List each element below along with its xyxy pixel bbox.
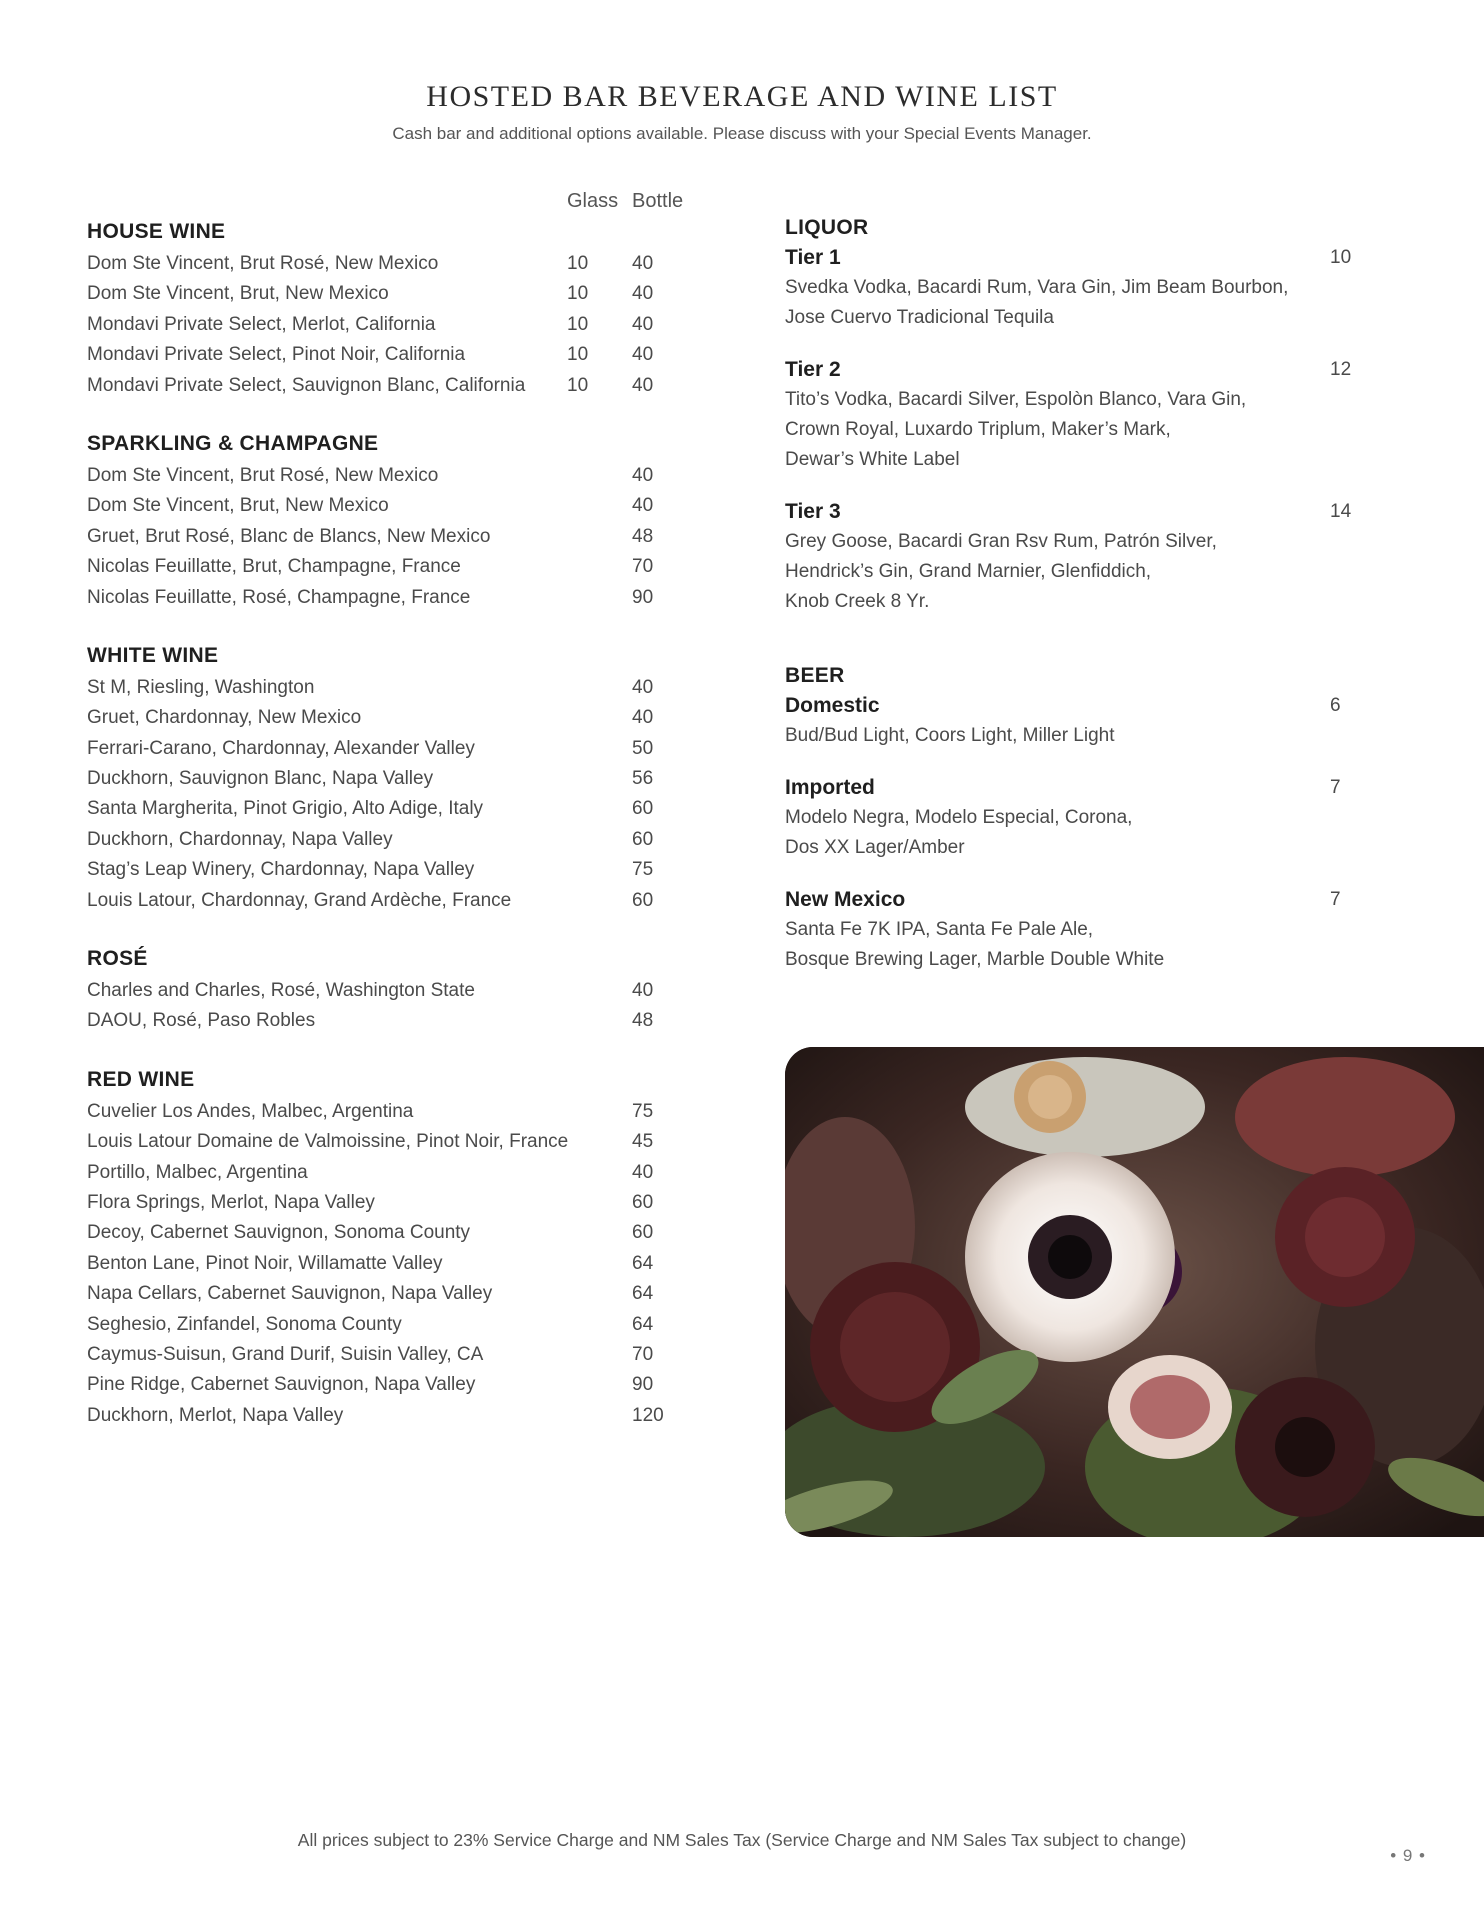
wine-name: Dom Ste Vincent, Brut Rosé, New Mexico bbox=[87, 464, 439, 486]
bottle-price: 40 bbox=[632, 464, 654, 486]
wine-item bbox=[87, 1006, 687, 1036]
bottle-price: 40 bbox=[632, 253, 654, 274]
wine-item bbox=[87, 886, 687, 916]
wine-item bbox=[87, 1097, 687, 1127]
wine-name: Duckhorn, Chardonnay, Napa Valley bbox=[87, 828, 393, 850]
wine-item bbox=[87, 1340, 687, 1370]
wine-item bbox=[87, 583, 687, 613]
section-title: RED WINE bbox=[87, 1067, 195, 1091]
tier-name: Tier 3 bbox=[785, 500, 841, 523]
wine-item bbox=[87, 1370, 687, 1400]
wine-item bbox=[87, 310, 687, 340]
wine-item bbox=[87, 461, 687, 491]
tier-description: Svedka Vodka, Bacardi Rum, Vara Gin, Jim Beam Bourbon, bbox=[785, 277, 1289, 298]
wine-item bbox=[87, 1249, 687, 1279]
wine-name: Dom Ste Vincent, Brut Rosé, New Mexico bbox=[87, 253, 439, 274]
wine-name: Louis Latour, Chardonnay, Grand Ardèche, France bbox=[87, 889, 512, 911]
wine-item bbox=[87, 1279, 687, 1309]
bottle-price: 60 bbox=[632, 828, 654, 850]
wine-name: St M, Riesling, Washington bbox=[87, 676, 315, 698]
beer-tier bbox=[785, 885, 1355, 975]
bottle-price: 64 bbox=[632, 1252, 654, 1274]
wine-item bbox=[87, 249, 687, 279]
bottle-price: 70 bbox=[632, 556, 654, 578]
bottle-price: 40 bbox=[632, 374, 654, 396]
wine-section bbox=[87, 427, 687, 613]
tier-description: Grey Goose, Bacardi Gran Rsv Rum, Patrón Silver, bbox=[785, 531, 1217, 552]
bottle-price: 75 bbox=[632, 1100, 654, 1122]
wine-name: Duckhorn, Merlot, Napa Valley bbox=[87, 1404, 344, 1426]
wine-list bbox=[87, 215, 687, 1457]
bottle-price: 40 bbox=[632, 344, 654, 366]
tier-heading bbox=[785, 497, 1355, 527]
liquor-title: LIQUOR bbox=[785, 216, 869, 239]
wine-item bbox=[87, 1188, 687, 1218]
tier-price: 7 bbox=[1330, 889, 1341, 910]
bottle-column-header: Bottle bbox=[632, 190, 684, 212]
bottle-price: 60 bbox=[632, 1191, 654, 1213]
bottle-price: 40 bbox=[632, 495, 654, 517]
tier-description: Crown Royal, Luxardo Triplum, Maker’s Mark, bbox=[785, 419, 1171, 440]
bottle-price: 90 bbox=[632, 1374, 654, 1396]
wine-section bbox=[87, 215, 687, 401]
wine-name: Louis Latour Domaine de Valmoissine, Pinot Noir, France bbox=[87, 1131, 569, 1153]
tier-description: Dewar’s White Label bbox=[785, 449, 960, 470]
tier-description: Tito’s Vodka, Bacardi Silver, Espolòn Blanco, Vara Gin, bbox=[785, 389, 1247, 410]
wine-name: Seghesio, Zinfandel, Sonoma County bbox=[87, 1313, 402, 1335]
footer-note: All prices subject to 23% Service Charge and NM Sales Tax (Service Charge and NM Sales Tax subject to change) bbox=[297, 1830, 1187, 1850]
wine-section bbox=[87, 942, 687, 1037]
bottle-price: 60 bbox=[632, 798, 654, 820]
wine-name: Mondavi Private Select, Sauvignon Blanc, California bbox=[87, 374, 526, 396]
tier-description: Jose Cuervo Tradicional Tequila bbox=[785, 307, 1054, 328]
wine-item bbox=[87, 703, 687, 733]
tier-name: Imported bbox=[785, 776, 875, 799]
wine-name: Charles and Charles, Rosé, Washington State bbox=[87, 980, 475, 1002]
tier-price: 6 bbox=[1330, 695, 1341, 716]
bottle-price: 90 bbox=[632, 586, 654, 608]
wine-name: Portillo, Malbec, Argentina bbox=[87, 1161, 308, 1183]
bottle-price: 48 bbox=[632, 1010, 654, 1032]
tier-heading bbox=[785, 773, 1355, 803]
wine-name: Gruet, Brut Rosé, Blanc de Blancs, New Mexico bbox=[87, 525, 491, 547]
wine-name: Duckhorn, Sauvignon Blanc, Napa Valley bbox=[87, 768, 434, 790]
tier-description: Bosque Brewing Lager, Marble Double White bbox=[785, 949, 1165, 970]
wine-name: Decoy, Cabernet Sauvignon, Sonoma County bbox=[87, 1222, 471, 1244]
tier-description: Santa Fe 7K IPA, Santa Fe Pale Ale, bbox=[785, 919, 1094, 940]
bottle-price: 40 bbox=[632, 980, 654, 1002]
bottle-price: 50 bbox=[632, 737, 654, 759]
wine-item bbox=[87, 734, 687, 764]
bottle-price: 56 bbox=[632, 768, 654, 790]
bottle-price: 70 bbox=[632, 1343, 654, 1365]
wine-section bbox=[87, 1063, 687, 1431]
wine-name: Ferrari-Carano, Chardonnay, Alexander Valley bbox=[87, 737, 475, 759]
wine-name: Mondavi Private Select, Merlot, California bbox=[87, 313, 436, 335]
wine-item bbox=[87, 1158, 687, 1188]
wine-item bbox=[87, 279, 687, 309]
bottle-price: 60 bbox=[632, 889, 654, 911]
section-title: ROSÉ bbox=[87, 947, 148, 971]
wine-name: Stag’s Leap Winery, Chardonnay, Napa Valley bbox=[87, 859, 475, 881]
tier-price: 10 bbox=[1330, 247, 1352, 268]
liquor-tier bbox=[785, 355, 1355, 475]
wine-name: Nicolas Feuillatte, Brut, Champagne, France bbox=[87, 556, 461, 578]
page-title: HOSTED BAR BEVERAGE AND WINE LIST bbox=[426, 80, 1058, 113]
bottle-price: 75 bbox=[632, 859, 654, 881]
bottle-price: 64 bbox=[632, 1283, 654, 1305]
wine-item bbox=[87, 491, 687, 521]
tier-heading bbox=[785, 243, 1355, 273]
tier-heading bbox=[785, 885, 1355, 915]
wine-name: Gruet, Chardonnay, New Mexico bbox=[87, 707, 362, 729]
glass-price: 10 bbox=[567, 283, 589, 305]
tier-description: Knob Creek 8 Yr. bbox=[785, 591, 930, 612]
glass-price: 10 bbox=[567, 374, 589, 396]
section-title: WHITE WINE bbox=[87, 643, 219, 667]
wine-name: Nicolas Feuillatte, Rosé, Champagne, France bbox=[87, 586, 471, 608]
section-title: SPARKLING & CHAMPAGNE bbox=[87, 431, 379, 455]
tier-name: Tier 2 bbox=[785, 358, 841, 381]
glass-column-header: Glass bbox=[567, 190, 619, 212]
wine-name: Pine Ridge, Cabernet Sauvignon, Napa Valley bbox=[87, 1374, 476, 1396]
wine-name: Caymus-Suisun, Grand Durif, Suisin Valley, CA bbox=[87, 1343, 484, 1365]
tier-description: Modelo Negra, Modelo Especial, Corona, bbox=[785, 807, 1133, 828]
bottle-price: 45 bbox=[632, 1131, 654, 1153]
wine-item bbox=[87, 340, 687, 370]
wine-item bbox=[87, 855, 687, 885]
glass-price: 10 bbox=[567, 313, 589, 335]
wine-name: Cuvelier Los Andes, Malbec, Argentina bbox=[87, 1100, 414, 1122]
wine-item bbox=[87, 552, 687, 582]
bottle-price: 40 bbox=[632, 707, 654, 729]
tier-price: 12 bbox=[1330, 359, 1352, 380]
wine-item bbox=[87, 1310, 687, 1340]
wine-name: Mondavi Private Select, Pinot Noir, California bbox=[87, 344, 466, 366]
bottle-price: 40 bbox=[632, 313, 654, 335]
wine-item bbox=[87, 522, 687, 552]
liquor-tier bbox=[785, 497, 1355, 617]
tier-heading bbox=[785, 691, 1355, 721]
bottle-price: 64 bbox=[632, 1313, 654, 1335]
tier-name: Domestic bbox=[785, 694, 880, 717]
page-subtitle: Cash bar and additional options available. Please discuss with your Special Events Manager. bbox=[392, 124, 1092, 143]
bottle-price: 40 bbox=[632, 1161, 654, 1183]
glass-price: 10 bbox=[567, 344, 589, 366]
section-title: HOUSE WINE bbox=[87, 220, 226, 243]
tier-heading bbox=[785, 355, 1355, 385]
tier-price: 14 bbox=[1330, 501, 1352, 522]
wine-name: Benton Lane, Pinot Noir, Willamatte Valley bbox=[87, 1252, 443, 1274]
bottle-price: 40 bbox=[632, 283, 654, 305]
wine-name: Flora Springs, Merlot, Napa Valley bbox=[87, 1191, 375, 1213]
bottle-price: 40 bbox=[632, 676, 654, 698]
bottle-price: 48 bbox=[632, 525, 654, 547]
tier-description: Hendrick’s Gin, Grand Marnier, Glenfiddich, bbox=[785, 561, 1152, 582]
wine-item bbox=[87, 976, 687, 1006]
wine-item bbox=[87, 794, 687, 824]
wine-item bbox=[87, 1127, 687, 1157]
wine-item bbox=[87, 1218, 687, 1248]
beer-tier bbox=[785, 691, 1355, 751]
beer-tier bbox=[785, 773, 1355, 863]
glass-price: 10 bbox=[567, 253, 589, 274]
bottle-price: 60 bbox=[632, 1222, 654, 1244]
wine-item bbox=[87, 1401, 687, 1431]
tier-name: New Mexico bbox=[785, 888, 906, 911]
tier-description: Dos XX Lager/Amber bbox=[785, 837, 965, 858]
tier-name: Tier 1 bbox=[785, 246, 841, 269]
wine-name: Napa Cellars, Cabernet Sauvignon, Napa Valley bbox=[87, 1283, 493, 1305]
wine-name: Dom Ste Vincent, Brut, New Mexico bbox=[87, 495, 389, 517]
beer-title: BEER bbox=[785, 664, 845, 687]
wine-name: DAOU, Rosé, Paso Robles bbox=[87, 1010, 316, 1032]
wine-item bbox=[87, 371, 687, 401]
wine-name: Santa Margherita, Pinot Grigio, Alto Adige, Italy bbox=[87, 798, 484, 820]
spirits-and-beer-list bbox=[785, 213, 1355, 997]
tier-price: 7 bbox=[1330, 777, 1341, 798]
group-spacer bbox=[785, 639, 1355, 661]
bottle-price: 120 bbox=[632, 1404, 664, 1426]
wine-item bbox=[87, 825, 687, 855]
wine-section bbox=[87, 639, 687, 916]
wine-item bbox=[87, 673, 687, 703]
liquor-tier bbox=[785, 243, 1355, 333]
page-number: • 9 • bbox=[1390, 1846, 1426, 1865]
floral-arrangement-photo bbox=[785, 1047, 1484, 1537]
tier-description: Bud/Bud Light, Coors Light, Miller Light bbox=[785, 725, 1115, 746]
wine-item bbox=[87, 764, 687, 794]
wine-name: Dom Ste Vincent, Brut, New Mexico bbox=[87, 283, 389, 305]
